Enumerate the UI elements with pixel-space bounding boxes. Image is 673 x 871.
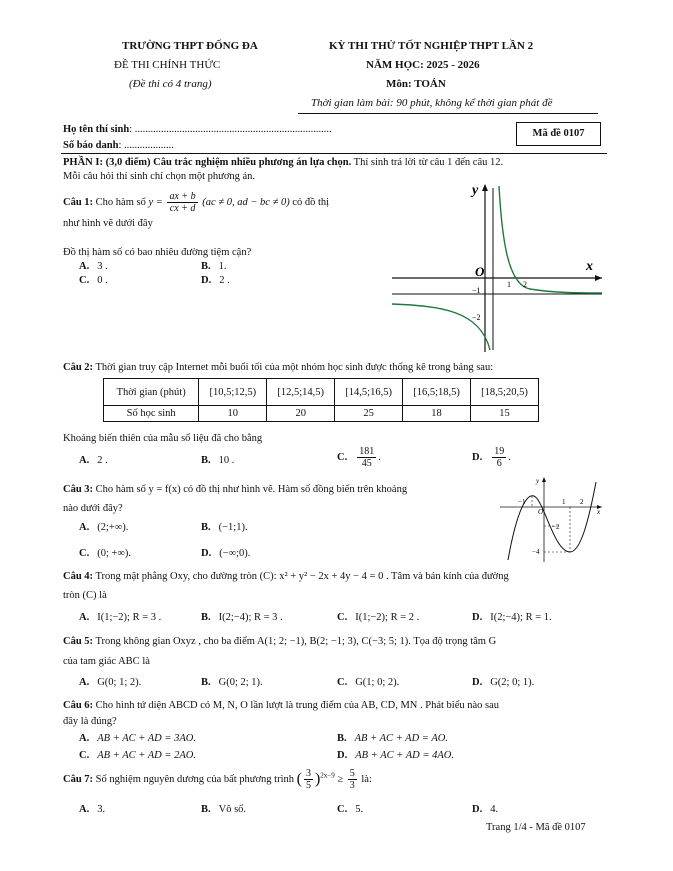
q5-text-b: của tam giác ABC là (63, 656, 150, 667)
q1-stem (63, 191, 329, 214)
q6-option-a[interactable]: A. AB + AC + AD = 3AO. (79, 733, 196, 744)
q3-tick-m2: −2 (552, 523, 560, 531)
q4-text: Trong mặt phẳng Oxy, cho đường tròn (C): x² + y² − 2x + 4y − 4 = 0 . Tâm và bán kính của đường (95, 571, 509, 582)
q1-x-label: x (586, 259, 593, 274)
q5-stem (63, 636, 496, 647)
q2-option-c[interactable]: C. $\frac{181}{45}$ . (337, 446, 381, 469)
exam-title: KỲ THI THỬ TỐT NGHIỆP THPT LẦN 2 (329, 40, 534, 52)
q7-option-d[interactable]: D. 4. (472, 804, 499, 815)
q1-y-label: y (472, 183, 479, 198)
q2-count-cell: 10 (199, 406, 267, 422)
q4-option-d[interactable]: D. I(2;−4); R = 1. (472, 612, 552, 623)
q4-option-c[interactable]: C. I(1;−2); R = 2 . (337, 612, 420, 623)
q6-stem (63, 700, 499, 711)
q6-label: Câu 6: (63, 700, 94, 711)
q2-option-a[interactable]: A. 2 . (79, 455, 108, 466)
q1-option-a[interactable]: A. 3 . (79, 261, 108, 272)
q3-curve (508, 482, 596, 560)
q1-label: Câu 1: (63, 196, 94, 208)
q2-interval-cell: [10,5;12,5) (199, 379, 267, 406)
q3-x-label: x (597, 508, 601, 516)
q2-interval-cell: [12,5;14,5) (267, 379, 335, 406)
q7-text: Số nghiệm nguyên dương của bất phương trình (95, 773, 295, 785)
q7-label: Câu 7: (63, 773, 94, 785)
q7-tail: là: (361, 773, 372, 785)
q1-option-b[interactable]: B. 1. (201, 261, 227, 272)
q6-option-b[interactable]: B. AB + AC + AD = AO. (337, 733, 448, 744)
candidate-name-dots: : ........................................................................... (129, 124, 332, 135)
part1-heading (63, 157, 503, 168)
q4-label: Câu 4: (63, 571, 94, 582)
q6-text: Cho hình tứ diện ABCD có M, N, O lần lượt là trung điểm của AB, CD, MN . Phát biểu nào sau (95, 700, 500, 711)
q1-tick-2: 2 (523, 280, 527, 289)
q2-interval-cell: [14,5;16,5) (335, 379, 403, 406)
q1-text-c: như hình vẽ dưới đây (63, 218, 153, 229)
q1-fraction (167, 191, 197, 214)
q1-option-c[interactable]: C. 0 . (79, 275, 108, 286)
q3-tick-p1: 1 (562, 498, 566, 506)
q1-origin-label: O (475, 264, 485, 279)
q5-option-a[interactable]: A. G(0; 1; 2). (79, 677, 142, 688)
q1-y-arrow (482, 184, 488, 191)
q7-exponent: 2x−9 (320, 771, 335, 780)
part1-instruction-2: Mỗi câu hỏi thí sinh chỉ chọn một phương án. (63, 171, 256, 182)
duration: Thời gian làm bài: 90 phút, không kể thời gian phát đề (311, 97, 553, 109)
subject: Môn: TOÁN (386, 78, 446, 90)
candidate-id-label: Số báo danh (63, 140, 119, 151)
q5-option-d[interactable]: D. G(2; 0; 1). (472, 677, 535, 688)
q3-tick-m4: −4 (532, 548, 540, 556)
q7-option-b[interactable]: B. Vô số. (201, 804, 247, 815)
q7-base: $\frac{3}{5}$ (305, 768, 311, 791)
q6-text-b: đây là đúng? (63, 716, 117, 727)
q1-condition: (ac ≠ 0, ad − bc ≠ 0) (202, 196, 290, 208)
part1-instruction: Thí sinh trả lời từ câu 1 đến câu 12. (351, 157, 504, 168)
q1-curve-right (499, 186, 602, 293)
candidate-id-line (63, 140, 174, 151)
q2-interval-cell: [18,5;20,5) (471, 379, 539, 406)
q1-x-arrow (595, 275, 602, 281)
q6-option-c[interactable]: C. AB + AC + AD = 2AO. (79, 750, 196, 761)
q2-row-label: Số học sinh (104, 406, 199, 422)
q4-option-b[interactable]: B. I(2;−4); R = 3 . (201, 612, 283, 623)
q4-option-a[interactable]: A. I(1;−2); R = 3 . (79, 612, 162, 623)
school-year: NĂM HỌC: 2025 - 2026 (366, 59, 480, 71)
q4-stem (63, 571, 509, 582)
page-count: (Đề thi có 4 trang) (129, 78, 212, 90)
q3-label: Câu 3: (63, 484, 94, 495)
q2-option-d[interactable]: D. $\frac{19}{6}$ . (472, 446, 511, 469)
q1-question: Đồ thị hàm số có bao nhiêu đường tiệm cận? (63, 247, 252, 258)
q2-question: Khoảng biến thiên của mẫu số liệu đã cho bằng (63, 433, 263, 444)
part1-title: PHẦN I: (3,0 điểm) Câu trắc nghiệm nhiều phương án lựa chọn. (63, 157, 352, 168)
q6-option-d[interactable]: D. AB + AC + AD = 4AO. (337, 750, 454, 761)
q1-denominator: cx + d (169, 203, 196, 214)
section-divider (61, 153, 607, 154)
q2-count-cell: 15 (471, 406, 539, 422)
q2-count-cell: 25 (335, 406, 403, 422)
q3-origin: O (538, 508, 544, 516)
q5-text: Trong không gian Oxyz , cho ba điểm A(1; 2; −1), B(2; −1; 3), C(−3; 5; 1). Tọa độ trọng tâm G (95, 636, 497, 647)
q3-text-b: nào dưới đây? (63, 503, 123, 514)
q1-tick-1: 1 (507, 280, 511, 289)
q1-text-b: có đồ thị (292, 196, 330, 208)
q7-rhs: $\frac{5}{3}$ (349, 768, 355, 791)
q1-tick-neg1: −1 (472, 286, 481, 295)
q3-y-label: y (536, 477, 540, 485)
q3-graph (496, 474, 606, 564)
q2-label: Câu 2: (63, 362, 94, 373)
q5-option-b[interactable]: B. G(0; 2; 1). (201, 677, 263, 688)
q1-tick-neg2: −2 (472, 313, 481, 322)
candidate-id-dots: : ................... (118, 140, 174, 151)
q5-label: Câu 5: (63, 636, 94, 647)
q3-option-a[interactable]: A. (2;+∞). (79, 522, 129, 533)
q1-text: Cho hàm số (95, 196, 146, 208)
q4-text-b: tròn (C) là (63, 590, 107, 601)
q3-option-b[interactable]: B. (−1;1). (201, 522, 248, 533)
q7-stem: Câu 7: Số nghiệm nguyên dương của bất phương trình ( $\frac{3}{5}$ )$^{2x-9}$ ≥ $\frac{5}{3}$ là: (63, 768, 372, 791)
exam-code-box: Mã đề 0107 (516, 122, 601, 146)
q2-count-cell: 18 (403, 406, 471, 422)
q1-graph (390, 180, 605, 355)
q2-count-cell: 20 (267, 406, 335, 422)
q2-text: Thời gian truy cập Internet mỗi buổi tối của một nhóm học sinh được thống kê trong bảng sau: (95, 362, 494, 373)
page-footer: Trang 1/4 - Mã đề 0107 (486, 822, 586, 833)
candidate-name-label: Họ tên thí sinh (63, 124, 130, 135)
candidate-name-line (63, 124, 332, 135)
q2-option-b[interactable]: B. 10 . (201, 455, 235, 466)
q3-tick-m1: −1 (518, 498, 526, 506)
q1-func-y: y = (148, 196, 163, 208)
q7-option-c[interactable]: C. 5. (337, 804, 364, 815)
school-name: TRƯỜNG THPT ĐỐNG ĐA (122, 40, 258, 52)
q2-stem (63, 362, 493, 373)
header-divider (298, 113, 598, 114)
q1-curve-left (392, 304, 490, 350)
q1-option-d[interactable]: D. 2 . (201, 275, 230, 286)
q1-numerator: ax + b (169, 191, 196, 202)
q3-text: Cho hàm số y = f(x) có đồ thị như hình vẽ. Hàm số đồng biến trên khoảng (95, 484, 408, 495)
q3-option-c[interactable]: C. (0; +∞). (79, 548, 132, 559)
q3-option-d[interactable]: D. (−∞;0). (201, 548, 251, 559)
q3-stem (63, 484, 407, 495)
q2-table (103, 378, 539, 422)
q2-interval-cell: [16,5;18,5) (403, 379, 471, 406)
q7-option-a[interactable]: A. 3. (79, 804, 106, 815)
q5-option-c[interactable]: C. G(1; 0; 2). (337, 677, 400, 688)
official-exam-label: ĐỀ THI CHÍNH THỨC (114, 59, 221, 71)
q2-header-cell: Thời gian (phút) (104, 379, 199, 406)
q3-tick-p2: 2 (580, 498, 584, 506)
